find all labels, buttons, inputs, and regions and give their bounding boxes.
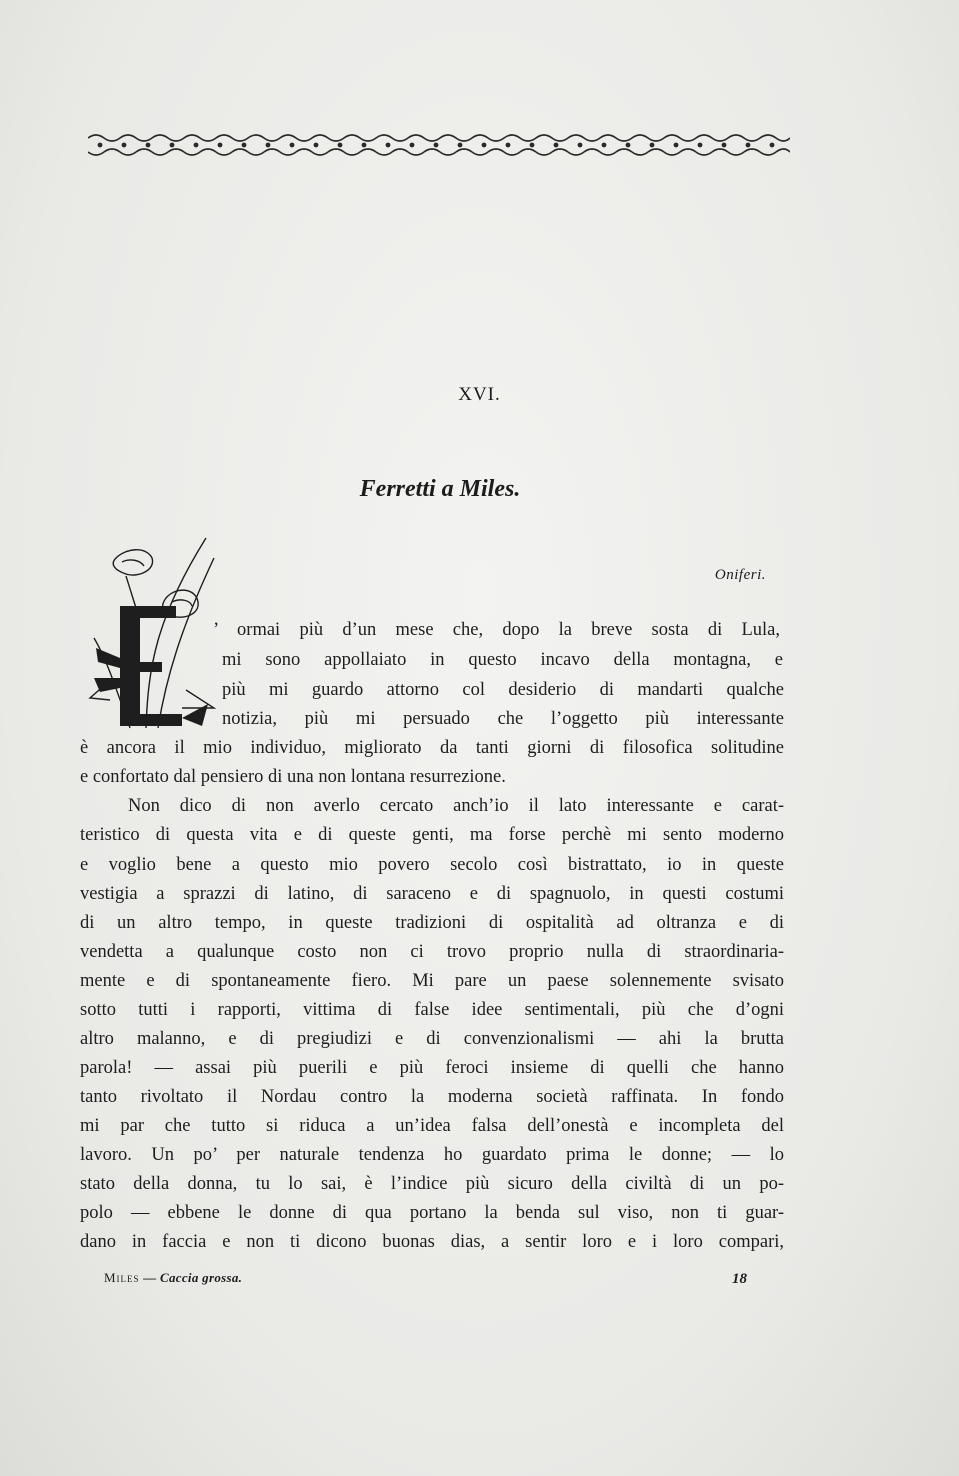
footer-dash: — [143,1270,157,1285]
chapter-title: Ferretti a Miles. [359,476,521,502]
text-line: parola! — assai più puerili e più feroci insieme di quelli che hanno [80,1058,784,1078]
running-footer [104,1270,242,1286]
chapter-number: XVI. [458,384,501,405]
text-line: vendetta a qualunque costo non ci trovo proprio nulla di straordinaria- [80,942,784,962]
text-line: vestigia a sprazzi di latino, di saraceno e di spagnuolo, in questi costumi [80,884,784,904]
text-line: tanto rivoltato il Nordau contro la moderna società raffinata. In fondo [80,1087,784,1107]
text-line: lavoro. Un po’ per naturale tendenza ho guardato prima le donne; — lo [80,1145,784,1165]
footer-author: Miles [104,1270,140,1285]
text-line: ’ ormai più d’un mese che, dopo la breve sosta di Lula, [213,620,780,640]
text-line: mi par che tutto si riduca a un’idea falsa dell’onestà e incompleta del [80,1116,784,1136]
footer-book-title: Caccia grossa. [160,1270,243,1285]
text-line: più mi guardo attorno col desiderio di mandarti qualche [222,680,784,700]
text-line: mente e di spontaneamente fiero. Mi pare un paese solennemente svisato [80,971,784,991]
text-line: è ancora il mio individuo, migliorato da tanti giorni di filosofica solitudine [80,738,784,758]
illuminated-initial-e-icon [86,528,226,733]
text-line: teristico di questa vita e di queste genti, ma forse perchè mi sento moderno [80,825,784,845]
text-line: sotto tutti i rapporti, vittima di false idee sentimentali, più che d’ogni [80,1000,784,1020]
decorative-ornament-band [88,130,790,160]
page-number: 18 [732,1271,747,1287]
text-line: stato della donna, tu lo sai, è l’indice più sicuro della civiltà di un po- [80,1174,784,1194]
text-line: notizia, più mi persuado che l’oggetto più interessante [222,709,784,729]
text-line: mi sono appollaiato in questo incavo della montagna, e [222,650,783,670]
text-line: di un altro tempo, in queste tradizioni di ospitalità ad oltranza e di [80,913,784,933]
text-line: polo — ebbene le donne di qua portano la benda sul viso, non ti guar- [80,1203,784,1223]
text-line: dano in faccia e non ti dicono buonas dias, a sentir loro e i loro compari, [80,1232,784,1252]
text-line: Non dico di non averlo cercato anch’io il lato interessante e carat- [128,796,784,816]
text-line: altro malanno, e di pregiudizi e di convenzionalismi — ahi la brutta [80,1029,784,1049]
letter-place: Oniferi. [714,567,766,583]
text-line: e confortato dal pensiero di una non lontana resurrezione. [80,767,506,787]
text-line: e voglio bene a questo mio povero secolo così bistrattato, io in queste [80,855,784,875]
